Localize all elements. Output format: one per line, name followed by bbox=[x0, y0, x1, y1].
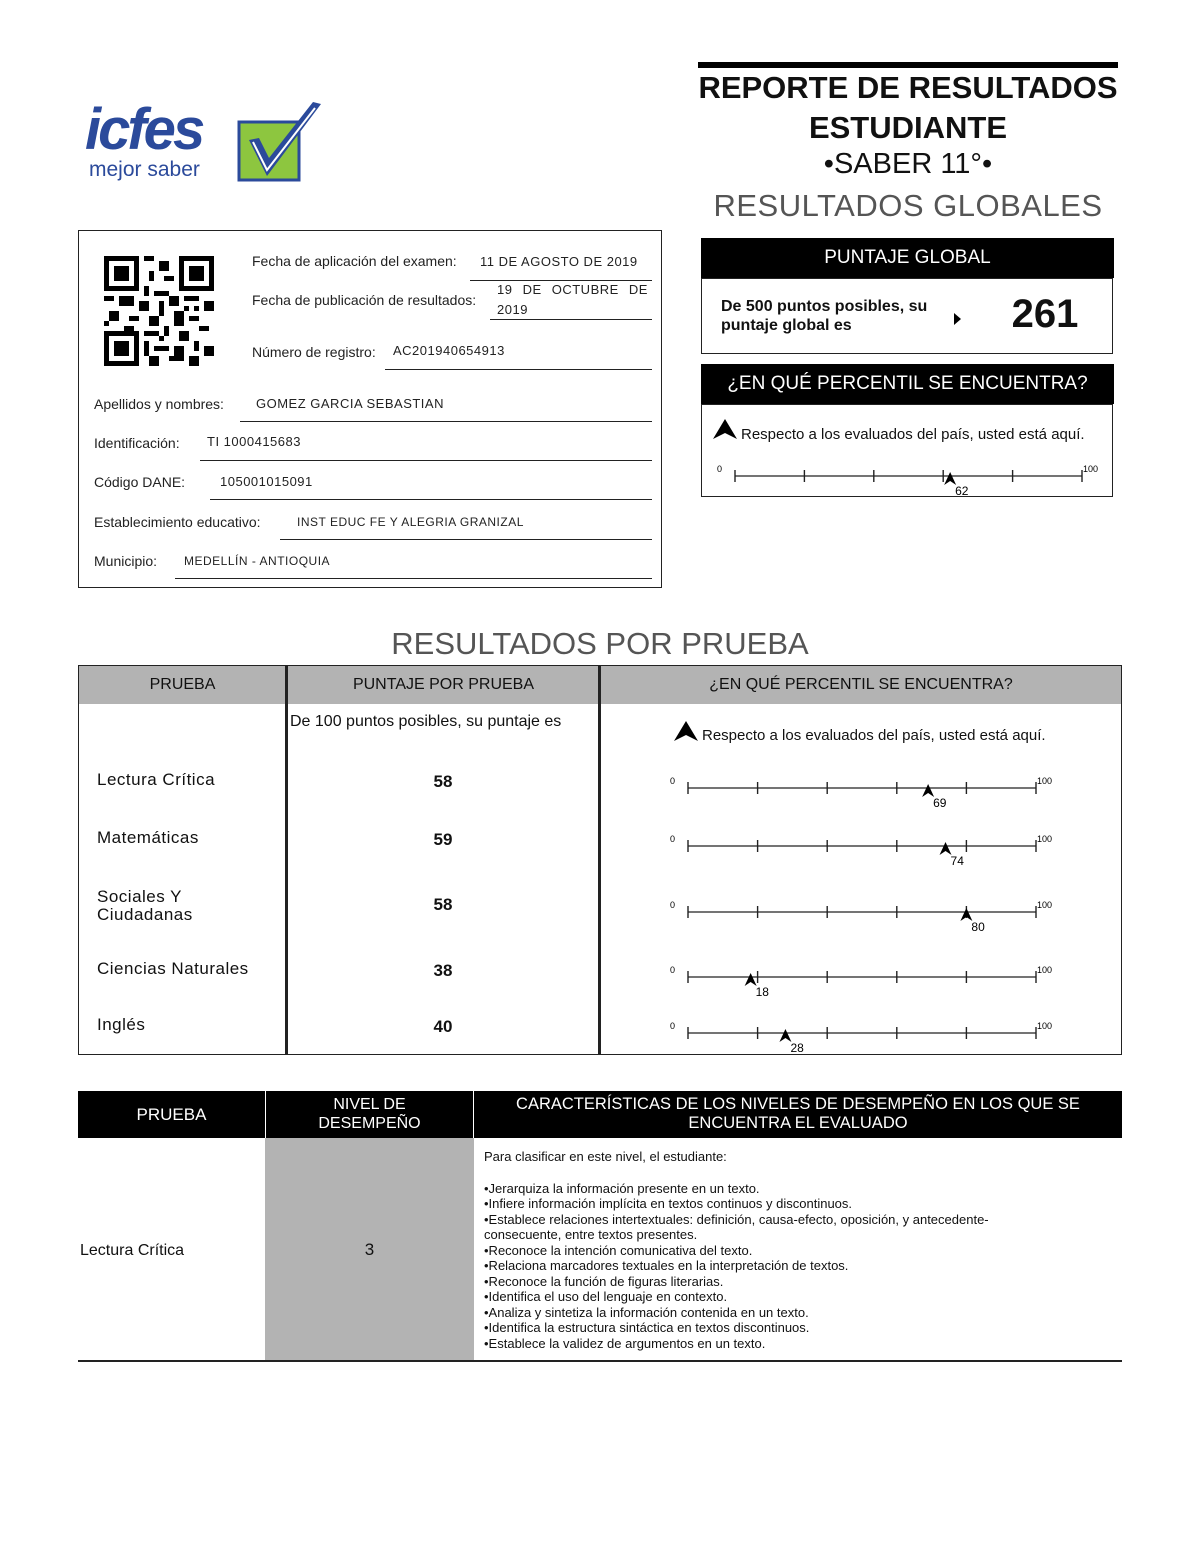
school-value: INST EDUC FE Y ALEGRIA GRANIZAL bbox=[297, 515, 524, 529]
id-label: Identificación: bbox=[94, 435, 180, 451]
exam-name: •SABER 11°• bbox=[823, 148, 993, 180]
qr-code bbox=[104, 256, 214, 366]
dane-value: 105001015091 bbox=[220, 474, 313, 489]
scale-max-label: 100 bbox=[1037, 966, 1053, 975]
scale-min-label: 0 bbox=[670, 1022, 676, 1031]
percentile-note: Respecto a los evaluados del país, usted está aquí. bbox=[702, 727, 1046, 744]
percentile-scale bbox=[665, 966, 1065, 998]
results-by-test-title: RESULTADOS POR PRUEBA bbox=[391, 626, 809, 661]
pub-date-underline bbox=[490, 319, 652, 320]
test-name-line1: Lectura Crítica bbox=[97, 770, 216, 789]
global-percentile-note: Respecto a los evaluados del país, usted está aquí. bbox=[741, 426, 1085, 443]
percentile-value-label: 28 bbox=[790, 1041, 804, 1054]
registry-underline bbox=[385, 369, 652, 370]
scale-min-label: 0 bbox=[670, 966, 676, 975]
perf-level-value: 3 bbox=[364, 1240, 375, 1259]
perf-description bbox=[484, 1149, 1116, 1351]
pointer-arrow-icon bbox=[954, 313, 961, 325]
dane-label: Código DANE: bbox=[94, 474, 186, 490]
pub-date-value-line1: 19 DE OCTUBRE DE bbox=[497, 282, 648, 297]
test-score: 58 bbox=[433, 895, 453, 914]
test-name bbox=[97, 829, 199, 847]
perf-bullet: •Establece relaciones intertextuales: definición, causa-efecto, oposición, y antecedente- bbox=[484, 1211, 989, 1227]
pub-date-label: Fecha de publicación de resultados: bbox=[252, 292, 477, 308]
perf-col-level-line1: NIVEL DE bbox=[333, 1096, 406, 1113]
percentile-value-label: 18 bbox=[755, 985, 769, 998]
percentile-value-label: 80 bbox=[971, 920, 985, 933]
perf-col-level-line2: DESEMPEÑO bbox=[318, 1115, 421, 1132]
perf-bullet: •Infiere información implícita en textos continuos y discontinuos. bbox=[484, 1196, 853, 1211]
test-name-line1: Ciencias Naturales bbox=[97, 959, 249, 978]
scale-min-label: 0 bbox=[670, 835, 676, 844]
school-underline bbox=[280, 539, 652, 540]
global-percentile-header: ¿EN QUÉ PERCENTIL SE ENCUENTRA? bbox=[701, 364, 1114, 404]
perf-bottom-rule bbox=[78, 1360, 1122, 1362]
global-results-title: RESULTADOS GLOBALES bbox=[713, 188, 1103, 223]
test-score: 40 bbox=[433, 1017, 453, 1036]
column-divider bbox=[598, 665, 601, 1055]
perf-bullet: •Identifica el uso del lenguaje en contexto. bbox=[484, 1289, 728, 1304]
percentile-scale bbox=[665, 901, 1065, 933]
perf-bullet: •Establece la validez de argumentos en un texto. bbox=[484, 1335, 766, 1351]
scale-max-label: 100 bbox=[1083, 464, 1099, 474]
perf-col-test-header: PRUEBA bbox=[78, 1091, 265, 1138]
global-score-text: De 500 puntos posibles, su puntaje global es bbox=[721, 298, 928, 334]
global-score-header: PUNTAJE GLOBAL bbox=[701, 238, 1114, 278]
scale-min-label: 0 bbox=[670, 777, 676, 786]
scale-max-label: 100 bbox=[1037, 1022, 1053, 1031]
score-note: De 100 puntos posibles, su puntaje es bbox=[290, 713, 562, 730]
id-underline bbox=[200, 460, 652, 461]
perf-bullet: •Analiza y sintetiza la información contenida en un texto. bbox=[484, 1304, 809, 1320]
exam-date-label: Fecha de aplicación del examen: bbox=[252, 253, 457, 269]
registry-value: AC201940654913 bbox=[393, 343, 505, 358]
school-label: Establecimiento educativo: bbox=[94, 514, 261, 530]
col-score-header: PUNTAJE POR PRUEBA bbox=[352, 676, 535, 693]
perf-bullet: •Reconoce la función de figuras literarias. bbox=[484, 1273, 724, 1289]
test-score: 59 bbox=[433, 830, 453, 849]
perf-col-desc-line2: ENCUENTRA EL EVALUADO bbox=[688, 1114, 908, 1132]
perf-col-desc-line1: CARACTERÍSTICAS DE LOS NIVELES DE DESEMPEÑO EN LOS QUE SE bbox=[516, 1095, 1080, 1113]
test-name bbox=[97, 1016, 145, 1034]
pub-date-value-line2: 2019 bbox=[497, 302, 528, 317]
percentile-value-label: 74 bbox=[950, 854, 964, 867]
col-percentile-header: ¿EN QUÉ PERCENTIL SE ENCUENTRA? bbox=[709, 676, 1013, 693]
perf-bullet: •Identifica la estructura sintáctica en textos discontinuos. bbox=[484, 1320, 810, 1335]
test-score: 38 bbox=[433, 961, 453, 980]
report-title-line1: REPORTE DE RESULTADOS bbox=[698, 70, 1118, 105]
name-underline bbox=[240, 421, 652, 422]
percentile-scale bbox=[665, 1022, 1065, 1054]
perf-bullet-list bbox=[484, 1181, 1116, 1352]
perf-bullet: •Jerarquiza la información presente en un texto. bbox=[484, 1180, 760, 1196]
perf-bullet: •Reconoce la intención comunicativa del texto. bbox=[484, 1242, 753, 1258]
test-score: 58 bbox=[433, 772, 453, 791]
report-title-line2: ESTUDIANTE bbox=[808, 110, 1008, 145]
test-name-line1: Sociales Y bbox=[97, 887, 183, 906]
location-marker-icon bbox=[673, 720, 699, 742]
percentile-scale bbox=[665, 777, 1065, 809]
scale-max-label: 100 bbox=[1037, 901, 1053, 910]
city-label: Municipio: bbox=[94, 553, 158, 569]
logo-tagline: mejor saber bbox=[89, 158, 200, 181]
test-name bbox=[97, 771, 215, 789]
col-test-header: PRUEBA bbox=[149, 676, 216, 693]
id-value: TI 1000415683 bbox=[207, 434, 301, 449]
scale-max-label: 100 bbox=[1037, 835, 1053, 844]
perf-intro: Para clasificar en este nivel, el estudiante: bbox=[484, 1149, 727, 1164]
perf-bullet: •Relaciona marcadores textuales en la interpretación de textos. bbox=[484, 1258, 849, 1273]
scale-min-label: 0 bbox=[717, 464, 723, 474]
city-value: MEDELLÍN - ANTIOQUIA bbox=[184, 554, 331, 568]
registry-label: Número de registro: bbox=[252, 344, 376, 360]
scale-min-label: 0 bbox=[670, 901, 676, 910]
exam-date-value: 11 DE AGOSTO DE 2019 bbox=[480, 254, 638, 269]
test-name bbox=[97, 888, 193, 924]
global-score-value: 261 bbox=[1011, 292, 1079, 336]
test-name bbox=[97, 960, 249, 978]
perf-test-name: Lectura Crítica bbox=[80, 1242, 185, 1259]
name-value: GOMEZ GARCIA SEBASTIAN bbox=[256, 396, 444, 411]
test-name-line1: Inglés bbox=[97, 1015, 146, 1034]
column-divider bbox=[285, 665, 288, 1055]
percentile-value-label: 69 bbox=[933, 796, 947, 809]
logo-word: icfes bbox=[85, 97, 203, 162]
icfes-logo bbox=[85, 98, 325, 188]
scale-max-label: 100 bbox=[1037, 777, 1053, 786]
perf-col-level-header bbox=[266, 1091, 473, 1138]
test-name-line1: Matemáticas bbox=[97, 828, 199, 847]
location-marker-icon bbox=[712, 418, 738, 440]
header-rule bbox=[698, 62, 1118, 68]
global-percentile-scale bbox=[710, 462, 1110, 498]
test-name-line2: Ciudadanas bbox=[97, 905, 193, 924]
percentile-scale bbox=[665, 835, 1065, 867]
city-underline bbox=[175, 578, 652, 579]
dane-underline bbox=[210, 499, 652, 500]
perf-bullet: consecuente, entre textos presentes. bbox=[484, 1227, 698, 1242]
percentile-value-label: 62 bbox=[955, 484, 969, 498]
perf-col-desc-header bbox=[474, 1091, 1122, 1138]
check-mark-icon bbox=[235, 100, 325, 184]
name-label: Apellidos y nombres: bbox=[94, 396, 224, 412]
